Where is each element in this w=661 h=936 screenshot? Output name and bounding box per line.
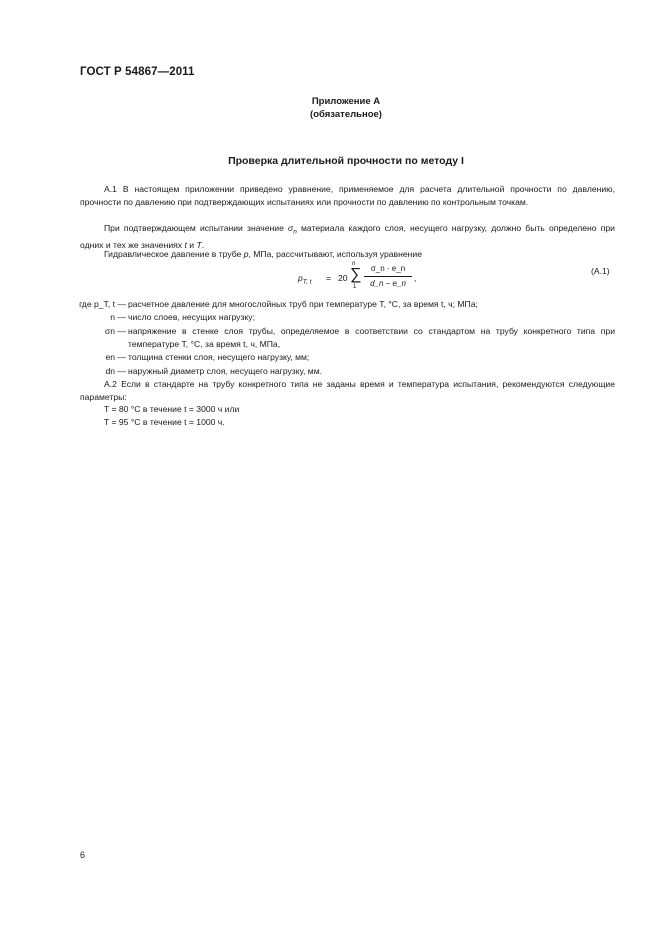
annex-status: (обязательное) bbox=[310, 109, 382, 120]
document-code-header: ГОСТ Р 54867—2011 bbox=[80, 66, 195, 78]
definition-text: наружный диаметр слоя, несущего нагрузку, мм. bbox=[128, 366, 323, 376]
paragraph-a2: А.2 Если в стандарте на трубу конкретного типа не заданы время и температура испытания, рекомендуются следующие параметры: bbox=[80, 379, 615, 403]
sum-sign: ∑ bbox=[350, 266, 362, 283]
page-number: 6 bbox=[80, 850, 86, 860]
confirm-text-pre: При подтверждающем испытании значение bbox=[104, 223, 289, 233]
confirm-and: и bbox=[186, 240, 197, 251]
condition-item: T = 95 °С в течение t = 1000 ч. bbox=[104, 417, 225, 427]
definition-symbol: где p_T, t — bbox=[79, 299, 126, 309]
paragraph-hydraulic bbox=[80, 248, 615, 261]
condition-item: T = 80 °С в течение t = 3000 ч или bbox=[104, 404, 240, 414]
definition-symbol: σn — bbox=[104, 326, 126, 336]
annex-label: Приложение А bbox=[311, 96, 381, 107]
confirm-text-post: материала каждого слоя, несущего нагрузку, должно быть определено при одних и тех же значениях bbox=[80, 223, 615, 251]
formula-fraction bbox=[364, 264, 412, 288]
symbol-T: T bbox=[196, 240, 202, 251]
equation-number: (А.1) bbox=[591, 266, 610, 276]
formula-coefficient: 20 bbox=[338, 273, 348, 283]
sum-upper-limit: n bbox=[352, 261, 356, 267]
fraction-numerator: σ_n · e_n bbox=[370, 264, 406, 273]
definition-symbol: en — bbox=[105, 352, 126, 362]
definition-text: толщина стенки слоя, несущего нагрузку, мм; bbox=[128, 352, 310, 362]
definition-text: расчетное давление для многослойных труб при температуре T, °С, за время t, ч; МПа; bbox=[128, 299, 478, 309]
symbol-p: p bbox=[243, 249, 249, 259]
formula-lhs: $p_{T, t}$ bbox=[298, 273, 312, 286]
fraction-denominator: d_n − e_n bbox=[370, 279, 406, 288]
hydraulic-text-post: , МПа, рассчитывают, используя уравнение bbox=[248, 249, 422, 259]
paragraph-a1: А.1 В настоящем приложении приведено уравнение, применяемое для расчета длительной прочности по давлению, прочности по давлению при подтверждающих испытаниях или прочности по давлению по контрольным точкам. bbox=[80, 184, 615, 208]
definition-text: число слоев, несущих нагрузку; bbox=[128, 312, 255, 322]
symbol-t: t bbox=[184, 240, 187, 251]
sum-lower-limit: 1 bbox=[353, 284, 357, 290]
definition-symbol: dn — bbox=[105, 366, 126, 376]
annex-title: Проверка длительной прочности по методу I bbox=[228, 155, 464, 167]
definition-symbol: n — bbox=[110, 312, 126, 322]
formula-a1: $p_{T, t}$ = 20 n ∑ 1 σ_n · e_n d_n − e_n , bbox=[298, 261, 417, 290]
hydraulic-text: Гидравлическое давление в трубе bbox=[104, 249, 244, 259]
definition-text: напряжение в стенке слоя трубы, определяемое в соответствии со стандартом на трубу конкретного типа при температуре T, °С, за время t, ч, МПа, bbox=[128, 326, 615, 350]
paragraph-confirm: При подтверждающем испытании значение $\sigma_n$ материала каждого слоя, несущего нагрузку, должно быть определено при одних и тех же значениях t и T. bbox=[80, 223, 615, 251]
definitions-list bbox=[0, 298, 661, 378]
formula-equals: = bbox=[326, 273, 332, 283]
fraction-bar bbox=[364, 276, 412, 277]
sigma-symbol: $\sigma_n$ bbox=[288, 223, 297, 236]
